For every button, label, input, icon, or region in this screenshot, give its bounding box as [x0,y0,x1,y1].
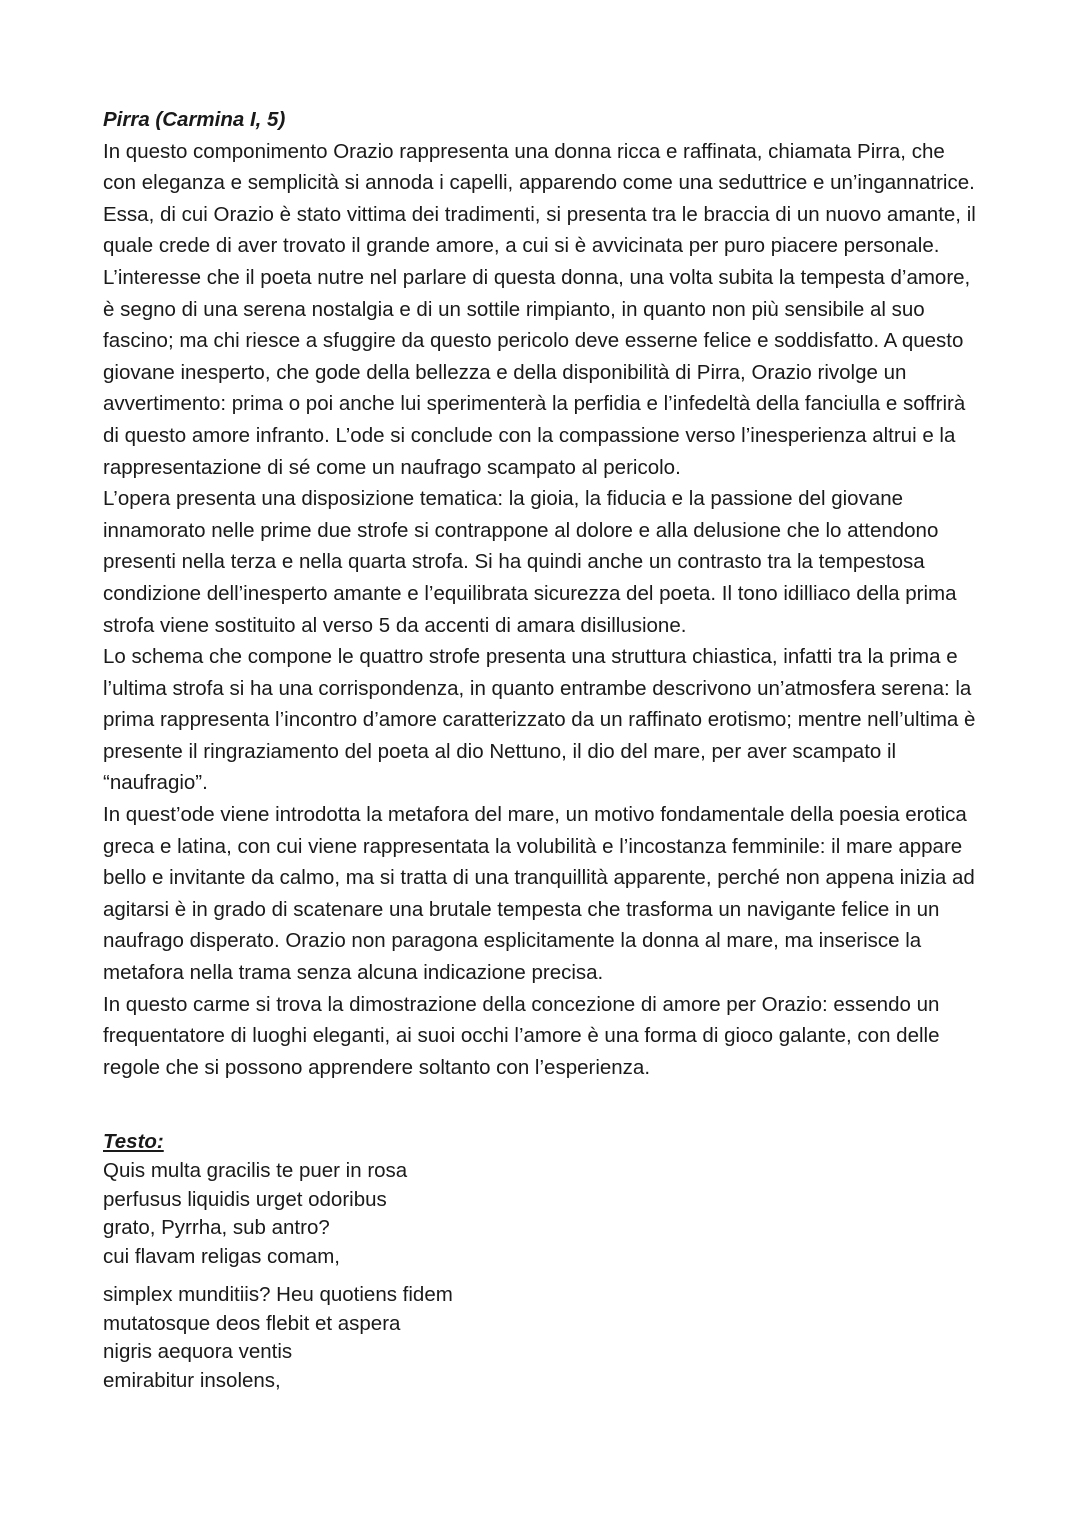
document-page [103,104,983,1395]
poem-stanza-2 [103,1281,983,1395]
paragraph-chiastic-scheme: Lo schema che compone le quattro strofe presenta una struttura chiastica, infatti tra la prima e l’ultima strofa si ha una corrispondenza, in quanto entrambe descrivono un’atmosfera serena: la prima rappresenta l’incontro d’amore caratterizzato da un raffinato erotismo; mentre nell’ultima è presente il ringraziamento del poeta al dio Nettuno, il dio del mare, per aver scampato il “naufragio”. [103,645,976,795]
verse-line: simplex munditiis? Heu quotiens fidem [103,1283,453,1307]
verse-line: emirabitur insolens, [103,1368,281,1392]
verse-line: Quis multa gracilis te puer in rosa [103,1159,408,1183]
latin-poem [103,1157,983,1395]
commentary-body [103,136,983,1084]
paragraph-sea-metaphor: In quest’ode viene introdotta la metafora del mare, un motivo fondamentale della poesia erotica greca e latina, con cui viene rappresentata la volubilità e l’incostanza femminile: il mare appare bello e invitante da calmo, ma si tratta di una tranquillità apparente, perché non appena inizia ad agitarsi è in grado di scatenare una brutale tempesta che trasforma un navigante felice in un naufrago disperato. Orazio non paragona esplicitamente la donna al mare, ma inserisce la metafora nella trama senza alcuna indicazione precisa. [103,803,975,985]
verse-line: cui flavam religas comam, [103,1244,340,1268]
document-title: Pirra (Carmina I, 5) [103,108,286,131]
verse-line: grato, Pyrrha, sub antro? [103,1216,330,1240]
paragraph-concept-of-love: In questo carme si trova la dimostrazione della concezione di amore per Orazio: essendo un frequentatore di luoghi eleganti, ai suoi occhi l’amore è una forma di gioco galante, con delle regole che si possono apprendere soltanto con l’esperienza. [103,992,940,1079]
verse-line: perfusus liquidis urget odoribus [103,1187,387,1211]
paragraph-introduction: In questo componimento Orazio rappresenta una donna ricca e raffinata, chiamata Pirra, che con eleganza e semplicità si annoda i capelli, apparendo come una seduttrice e un’ingannatrice. Essa, di cui Orazio è stato vittima dei tradimenti, si presenta tra le braccia di un nuovo amante, il quale crede di aver trovato il grande amore, a cui si è avvicinata per puro piacere personale. L’interesse che il poeta nutre nel parlare di questa donna, una volta subita la tempesta d’amore, è segno di una serena nostalgia e di un sottile rimpianto, in quanto non più sensibile al suo fascino; ma chi riesce a sfuggire da questo pericolo deve esserne felice e soddisfatto. A questo giovane inesperto, che gode della bellezza e della disponibilità di Pirra, Orazio rivolge un avvertimento: prima o poi anche lui sperimenterà la perfidia e l’infedeltà della fanciulla e soffrirà di questo amore infranto. L’ode si conclude con la compassione verso l’inesperienza altrui e la rappresentazione di sé come un naufrago scampato al pericolo. [103,139,976,479]
poem-stanza-1 [103,1157,983,1271]
paragraph-thematic-structure: L’opera presenta una disposizione tematica: la gioia, la fiducia e la passione del giovane innamorato nelle prime due strofe si contrappone al dolore e alla delusione che lo attendono presenti nella terza e nella quarta strofa. Si ha quindi anche un contrasto tra la tempestosa condizione dell’inesperto amante e l’equilibrata sicurezza del poeta. Il tono idilliaco della prima strofa viene sostituito al verso 5 da accenti di amara disillusione. [103,487,957,637]
verse-line: nigris aequora ventis [103,1340,293,1364]
verse-line: mutatosque deos flebit et aspera [103,1311,401,1335]
text-section-heading: Testo: [103,1130,164,1154]
